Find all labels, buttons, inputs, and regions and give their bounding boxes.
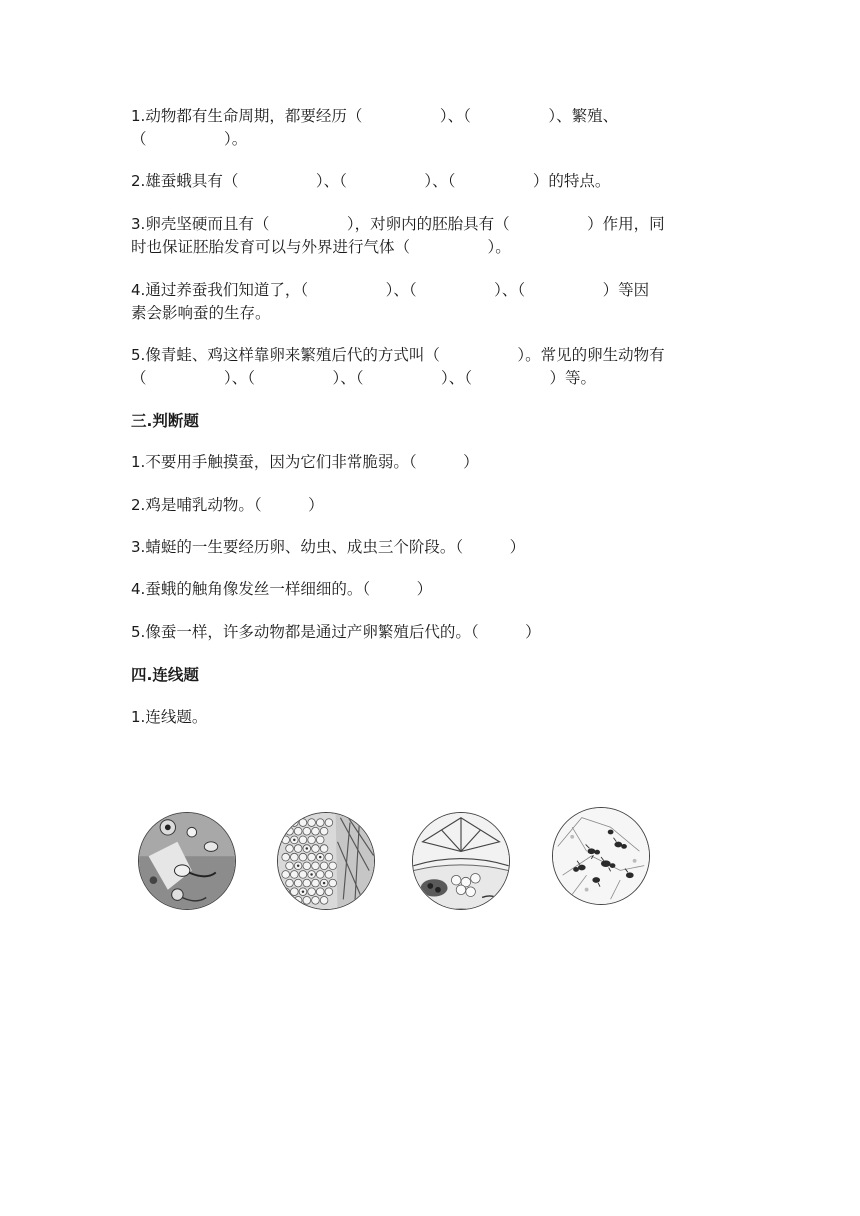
aquatic-insect-picture xyxy=(412,812,510,910)
judge-item-5: 5.像蚕一样，许多动物都是通过产卵繁殖后代的。（ ） xyxy=(131,623,541,641)
ants-picture xyxy=(552,807,650,905)
judge-item-1: 1.不要用手触摸蚕，因为它们非常脆弱。（ ） xyxy=(131,453,479,471)
q4-line1: 4.通过养蚕我们知道了，（ ）、（ ）、（ ）等因 xyxy=(131,281,650,299)
q5-line2: （ ）、（ ）、（ ）、（ ）等。 xyxy=(131,369,597,387)
judge-item-3: 3.蜻蜓的一生要经历卵、幼虫、成虫三个阶段。（ ） xyxy=(131,538,526,556)
q4-line2: 素会影响蚕的生存。 xyxy=(131,304,271,322)
q1-line2: （ ）。 xyxy=(131,130,248,148)
q3-line2: 时也保证胚胎发育可以与外界进行气体（ ）。 xyxy=(131,238,511,256)
q2-line1: 2.雄蚕蛾具有（ ）、（ ）、（ ）的特点。 xyxy=(131,172,611,190)
tadpoles-picture xyxy=(138,812,236,910)
q5-line1: 5.像青蛙、鸡这样靠卵来繁殖后代的方式叫（ ）。常见的卵生动物有 xyxy=(131,346,665,364)
q3-line1: 3.卵壳坚硬而且有（ ），对卵内的胚胎具有（ ）作用，同 xyxy=(131,215,665,233)
matching-item-1: 1.连线题。 xyxy=(131,708,208,726)
section4-heading: 四.连线题 xyxy=(131,666,199,684)
judge-item-2: 2.鸡是哺乳动物。（ ） xyxy=(131,496,324,514)
frog-eggs-picture xyxy=(277,812,375,910)
q1-line1: 1.动物都有生命周期，都要经历（ ）、（ ）、繁殖、 xyxy=(131,107,619,125)
section3-heading: 三.判断题 xyxy=(131,412,199,430)
judge-item-4: 4.蚕蛾的触角像发丝一样细细的。（ ） xyxy=(131,580,433,598)
